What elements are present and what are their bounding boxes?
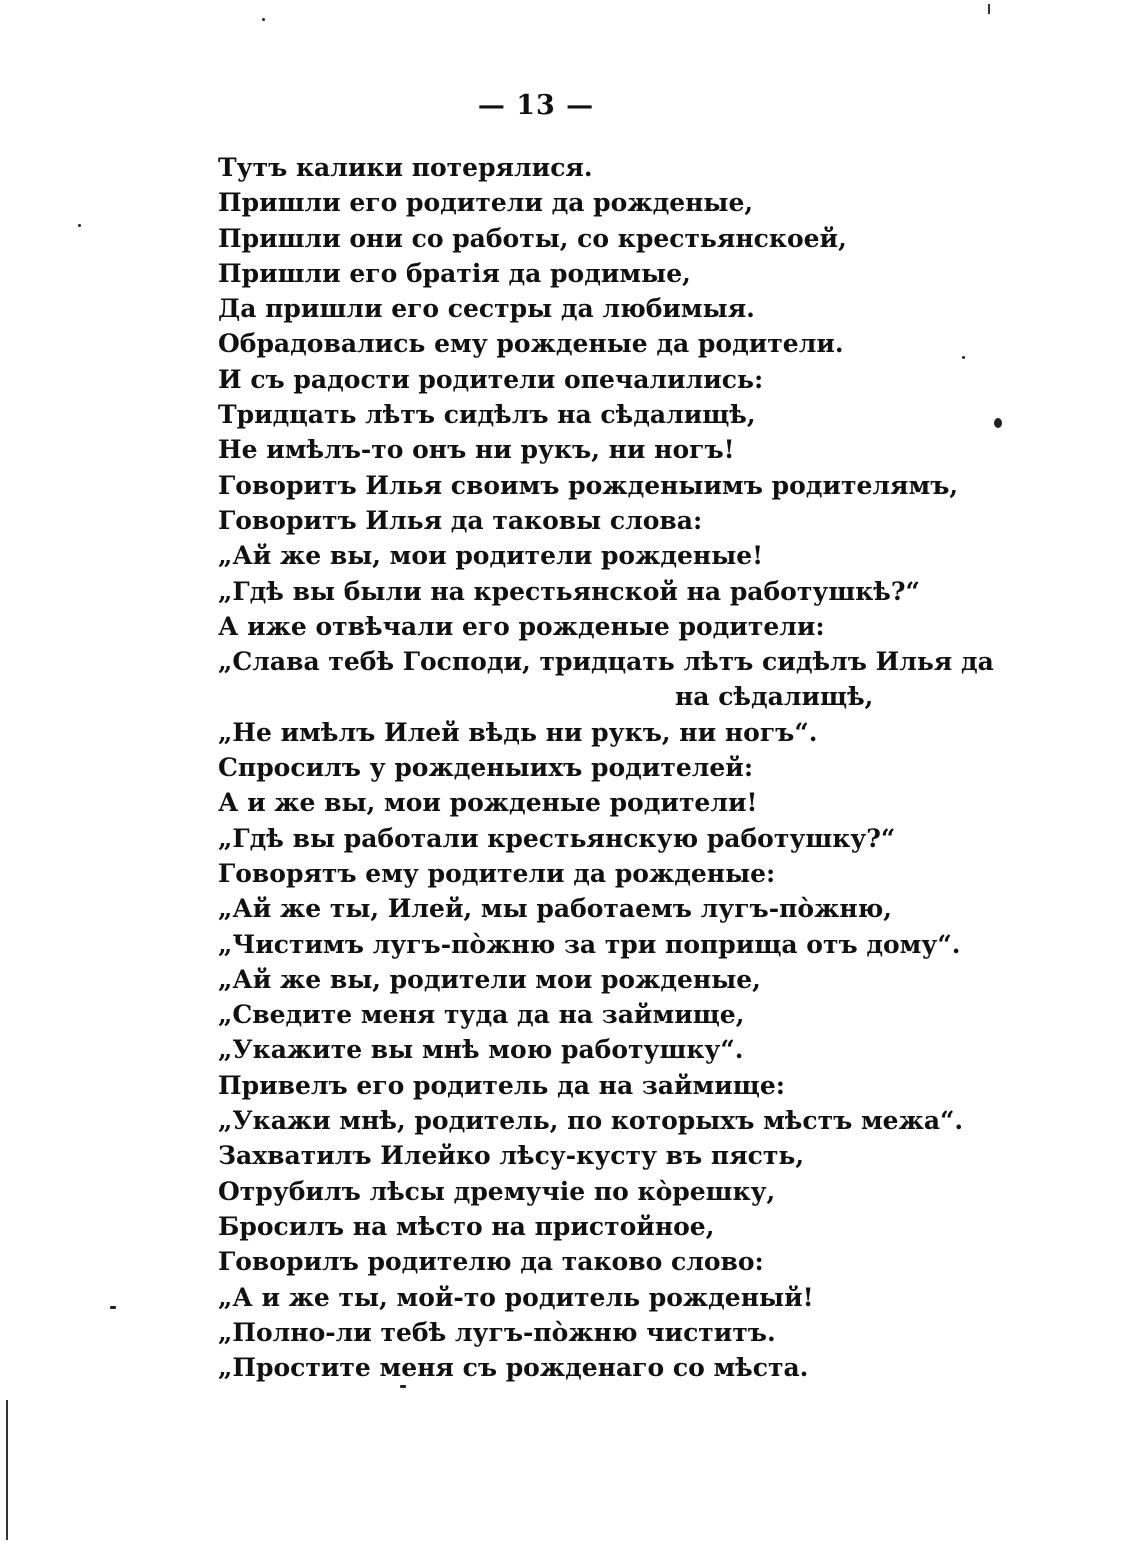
text-line: Говорилъ родителю да таково слово: bbox=[218, 1247, 764, 1277]
text-line: „Гдѣ вы работали крестьянскую работушку?“ bbox=[218, 823, 896, 853]
text-line: Не имѣлъ-то онъ ни рукъ, ни ногъ! bbox=[218, 435, 735, 465]
text-line: Говоритъ Илья да таковы слова: bbox=[218, 505, 703, 535]
text-line: „А и же ты, мой-то родитель рожденый! bbox=[218, 1282, 814, 1312]
text-line: „Укажи мнѣ, родитель, по которыхъ мѣстъ межа“. bbox=[218, 1106, 964, 1136]
text-line: Тридцать лѣтъ сидѣлъ на сѣдалищѣ, bbox=[218, 400, 756, 430]
scan-speck bbox=[78, 224, 81, 227]
text-line: А и же вы, мои рожденые родители! bbox=[218, 788, 758, 818]
text-line: „Слава тебѣ Господи, тридцать лѣтъ сидѣлъ Илья да bbox=[218, 647, 994, 677]
text-line: „Ай же ты, Илей, мы работаемъ лугъ-пòжню, bbox=[218, 894, 892, 924]
poem-text bbox=[218, 150, 994, 1385]
scan-speck bbox=[962, 356, 965, 359]
text-line: „Полно-ли тебѣ лугъ-пòжню чиститъ. bbox=[218, 1317, 776, 1347]
text-line: И съ радости родители опечалились: bbox=[218, 364, 764, 394]
text-line: „Сведите меня туда да на займище, bbox=[218, 1000, 745, 1030]
text-line: Пришли его родители да рожденые, bbox=[218, 188, 754, 218]
text-line: Захватилъ Илейко лѣсу-кусту въ пясть, bbox=[218, 1141, 805, 1171]
text-line: Привелъ его родитель да на займище: bbox=[218, 1070, 785, 1100]
text-line: Говоритъ Илья своимъ рожденыимъ родителямъ, bbox=[218, 470, 959, 500]
text-line: Тутъ калики потерялися. bbox=[218, 153, 593, 182]
text-line: „Гдѣ вы были на крестьянской на работушкѣ?“ bbox=[218, 576, 920, 606]
text-line: Бросилъ на мѣсто на пристойное, bbox=[218, 1211, 715, 1241]
text-line-continuation: на сѣдалищѣ, bbox=[675, 682, 874, 712]
text-line: „Не имѣлъ Илей вѣдь ни рукъ, ни ногъ“. bbox=[218, 717, 818, 747]
text-line: Говорятъ ему родители да рожденые: bbox=[218, 858, 776, 888]
text-line: А иже отвѣчали его рожденые родители: bbox=[218, 611, 825, 641]
text-line: Пришли они со работы, со крестьянскоей, bbox=[218, 223, 847, 253]
scan-edge-line bbox=[6, 1400, 8, 1540]
text-line: Обрадовались ему рожденые да родители. bbox=[218, 329, 844, 359]
scan-speck bbox=[262, 18, 265, 21]
page-number: — 13 — bbox=[477, 90, 595, 121]
scan-speck bbox=[400, 1385, 406, 1388]
text-line: „Ай же вы, родители мои рожденые, bbox=[218, 964, 761, 994]
text-line: „Простите меня съ рожденаго со мѣста. bbox=[218, 1353, 809, 1383]
scan-speck bbox=[110, 1306, 116, 1309]
text-line: Отрубилъ лѣсы дремучіе по кòрешку, bbox=[218, 1176, 776, 1206]
text-line: Да пришли его сестры да любимыя. bbox=[218, 294, 755, 324]
text-line: „Укажите вы мнѣ мою работушку“. bbox=[218, 1035, 744, 1065]
text-line: „Ай же вы, мои родители рожденые! bbox=[218, 541, 764, 571]
scan-edge-line bbox=[988, 4, 990, 14]
text-line: Спросилъ у рожденыихъ родителей: bbox=[218, 753, 754, 783]
text-line: „Чистимъ лугъ-пòжню за три поприща отъ дому“. bbox=[218, 929, 961, 959]
text-line: Пришли его братія да родимые, bbox=[218, 258, 691, 288]
scan-speck bbox=[994, 418, 1002, 428]
